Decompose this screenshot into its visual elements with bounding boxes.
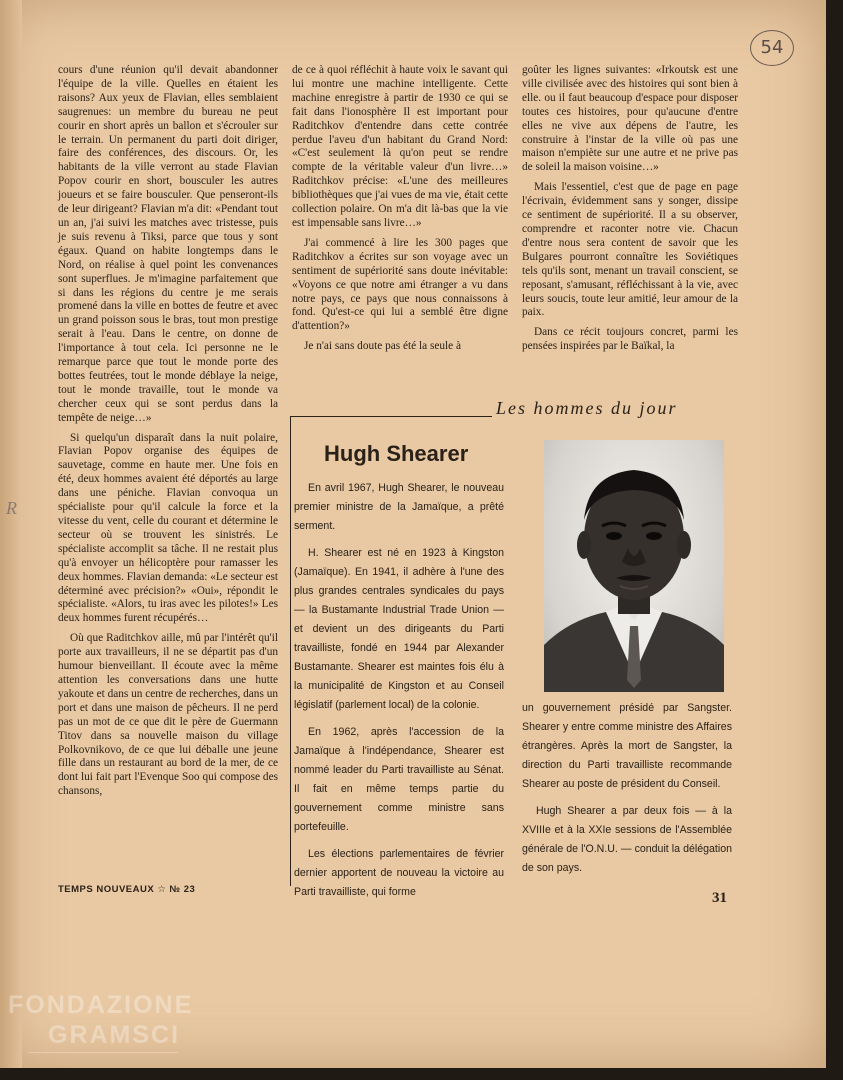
paragraph: En 1962, après l'accession de la Jamaïque à l'indépendance, Shearer est nommé leader du Parti travailliste au Sénat. Il fait en même temps partie du gouvernement comme ministre sans portefeuille.: [294, 726, 504, 833]
portrait-illustration: [544, 440, 724, 692]
binding-gutter: [0, 0, 22, 1068]
page-number: 31: [712, 890, 727, 906]
section-rubric: Les hommes du jour: [492, 398, 682, 419]
paragraph: Dans ce récit toujours concret, parmi les pensées inspirées par le Baïkal, la: [522, 326, 738, 353]
paragraph: Si quelqu'un disparaît dans la nuit polaire, Flavian Popov organise des équipes de sauvetage, comme en haute mer. Une fois en été, deux hommes avaient été déportés au large dans une péniche. Flavian convoqua un spécialiste pour qu'il calcule la force et la vitesse du vent, celle du courant et détermine le secteur où se trouvent les sinistrés. Le spécialiste accomplit sa tâche. Il ne restait plus qu'à envoyer un hélicoptère pour ramasser les deux hommes. Flavian demanda: «Le secteur est déterminé avec précision?» «Oui», répondit le spécialiste. «Alors, tu iras avec les pilotes!» Les deux hommes furent récupérés…: [58, 431, 278, 625]
paragraph: H. Shearer est né en 1923 à Kingston (Jamaïque). En 1941, il adhère à l'une des plus grandes centrales syndicales du pays — la Bustamante Industrial Trade Union — et devient un des dirigeants du Parti travailliste, fondé en 1944 par Alexander Bustamante. Shearer est maintes fois élu à la municipalité de Kingston et au Conseil législatif (parlement local) de la colonie.: [294, 547, 504, 711]
portrait-photo: [544, 440, 724, 692]
archive-watermark: [8, 990, 193, 1050]
paragraph: Les élections parlementaires de février dernier apportent de nouveau la victoire au Parti travailliste, qui forme: [294, 848, 504, 898]
paragraph: En avril 1967, Hugh Shearer, le nouveau premier ministre de la Jamaïque, a prêté serment.: [294, 482, 504, 532]
profile-column-2: [522, 699, 732, 886]
paragraph: un gouvernement présidé par Sangster. Shearer y entre comme ministre des Affaires étrangères. Après la mort de Sangster, la direction du Parti travailliste recommande Shearer au poste de président du Conseil.: [522, 702, 732, 790]
watermark-line-2: GRAMSCI: [48, 1021, 181, 1049]
box-rule-top: [290, 416, 512, 417]
watermark-underline: [28, 1052, 178, 1075]
magazine-footer: TEMPS NOUVEAUX ☆ № 23: [58, 884, 196, 895]
paragraph: Où que Raditchkov aille, mû par l'intérêt qu'il porte aux travailleurs, il ne se départit pas d'un humour bienveillant. Il écoute avec la même attention les conversations dans une hutte yakoute et dans un centre de recherches, dans un port et dans une maison de pêcheurs. Il ne perd pas un mot de ce que dit le père de Guermann Titov dans sa nouvelle maison du village Polkovnikovo, de ce que lui déballe une jeune fille dans un restaurant au bord de la mer, de ce dont lui fait part l'Evenque Soo qui compose des chansons,: [58, 632, 278, 798]
profile-headline: Hugh Shearer: [324, 441, 469, 466]
box-rule-left: [290, 416, 291, 886]
article-column-3: [522, 64, 738, 360]
paragraph: Je n'ai sans doute pas été la seule à: [304, 340, 461, 353]
profile-column-1: [294, 479, 504, 910]
article-column-2: [292, 64, 508, 360]
paragraph: de ce à quoi réfléchit à haute voix le savant qui lui montre une machine intelligente. Cette machine enregistre à partir de 1930 ce qui se fait dans l'ionosphère Il est important pour Raditchkov d'entendre dans cette contrée perdue l'aveu d'un habitant du Grand Nord: «C'est seulement là qu'on peut se rendre compte de la véritable valeur d'un livre…» Raditchkov précise: «L'une des meilleures bibliothèques que j'ai vues de ma vie, était cette collection polaire. On m'a dit là-bas que la vie est impensable sans livre…»: [292, 64, 508, 229]
handwritten-page-number: 54: [750, 30, 794, 66]
paragraph: J'ai commencé à lire les 300 pages que Raditchkov a écrites sur son voyage avec un sentiment de supériorité sans doute inévitable: «Voyons ce que notre ami étranger a vu dans notre pays, ce pays que nous connaissons à fond. Qu'est-ce qui lui a semblé être digne d'attention?»: [292, 236, 508, 333]
paragraph: cours d'une réunion qu'il devait abandonner l'équipe de la ville. Quelles en étaient les raisons? Aux yeux de Flavian, elles semblaient saugrenues: un membre du bureau ne peut courir en short après un ballon et s'écrouler sur le terrain. Un permanent du parti doit diriger, faire des conférences, des discours. Or, les habitants de la ville verront au stade Flavian Popov courir en short, bousculer les autres joueurs et se faire bousculer. Que penseront-ils de leur dirigeant? Flavian m'a dit: «Pendant tout un an, j'ai suivi les matches avec tristesse, puis je suis revenu à Tiksi, parce que tous y sont égaux. Quand on habite longtemps dans le Nord, on réalise à quel point les convenances sont superflues. Je m'imagine parfaitement que si dans les régions du centre je me serais promené dans la ville en bottes de feutre et avec un grand poisson sous le bras, tout mon prestige serait à l'eau. Dans le centre, on donne de l'importance à tout cela. Ici personne ne le remarque parce que tout le monde porte des bottes feutrées, tout le monde déblaye la neige, tout le monde travaille, tout le monde va chercher ceux qui se sont perdus dans la tempête de neige…»: [58, 64, 278, 424]
article-column-1: [58, 64, 278, 805]
margin-note: R: [6, 498, 17, 518]
paragraph: goûter les lignes suivantes: «Irkoutsk est une ville civilisée avec des histoires qui sont bien à elle. ou il faut beaucoup d'espace pour disposer toutes ces histoires, pour qu'aucune d'entre elles ne vive aux dépens de l'autre, les construire à l'instar de la ville où pas une maison n'empiète sur une autre et ne prive pas de soleil la maison voisine…»: [522, 64, 738, 174]
paragraph: Mais l'essentiel, c'est que de page en page l'écrivain, évidemment sans y songer, dissipe ce sentiment de supériorité. Il a su observer, comprendre et raconter notre vie. Chacun d'entre nous sera content de savoir que les Bulgares pourront connaître les Soviétiques tels qu'ils sont, menant un travail conscient, se reposant, s'amusant, réfléchissant à la vie, avec leurs soucis, toute leur amitié, leur amour de la paix.: [522, 181, 738, 319]
watermark-line-1: FONDAZIONE: [8, 991, 194, 1019]
paragraph: Hugh Shearer a par deux fois — à la XVIIIe et à la XXIe sessions de l'Assemblée générale de l'O.N.U. — conduit la délégation de son pays.: [522, 805, 732, 874]
